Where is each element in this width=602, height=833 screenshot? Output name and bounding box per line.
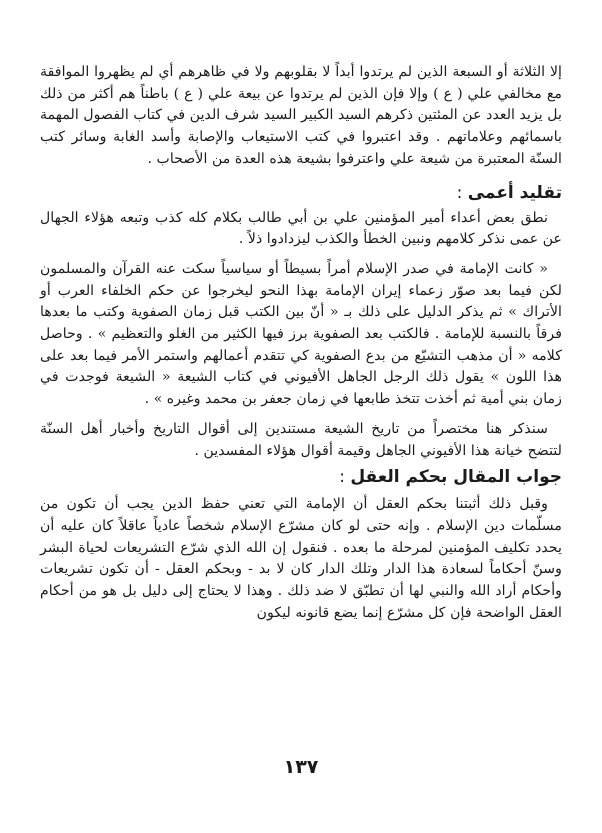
paragraph-quoted-argument: « كانت الإمامة في صدر الإسلام أمراً بسيطاً أو سياسياً سكت عنه القرآن والمسلمون لكن فيما بعد صوّر زعماء إيران الإمامة بهذا النحو ليخرجوا عن حكم الخلفاء العرب أو الأتراك » ثم يذكر الدليل على ذلك بـ « أنّ بين الكتب قبل زمان الصفوية وكتب ما بعدها فرقاً بالنسبة للإمامة . فالكتب بعد الصفوية برز فيها الكثير من الغلو والتعظيم » . وحاصل كلامه « أن مذهب التشيّع من بدع الصفوية كي تتقدم أعمالهم واستمر الأمر فيما بعد على هذا اللون » يقول ذلك الرجل الجاهل الأفيوني في كتاب الشيعة « الشيعة فوجدت في زمان بني أمية ثم أخذت تتخذ طابعها في زمان جعفر بن محمد وغيره » . [40,260,562,408]
heading-text: جواب المقال بحكم العقل [350,467,562,488]
page-number: ١٣٧ [283,756,319,778]
heading-text: تقليد أعمى [467,182,562,203]
heading-colon: : [339,467,351,488]
section-heading-blind-imitation [40,180,562,206]
paragraph-history-intro: سنذكر هنا مختصراً من تاريخ الشيعة مستندين إلى أقوال التاريخ وأخبار أهل السنّة لتتضح خيانة هذا الأفيوني الجاهل وقيمة أقوال هؤلاء المفسدين . [40,420,562,459]
section-heading-reason-answer [40,464,562,490]
paragraph-enemies-claim: نطق بعض أعداء أمير المؤمنين علي بن أبي طالب بكلام كله كذب وتبعه هؤلاء الجهال عن عمى نذكر كلامهم ونبين الخطأ والكذب ليزدادوا ذلاً . [40,209,562,248]
heading-colon: : [456,182,468,203]
page-body [40,62,562,624]
paragraph-reason-argument: وقبل ذلك أثبتنا بحكم العقل أن الإمامة التي تعني حفظ الدين يجب أن تكون من مسلّمات دين الإسلام . وإنه حتى لو كان مشرّع الإسلام شخصاً عادياً عاقلاً كان عليه أن يحدد تكليف المؤمنين لمرحلة ما بعده . فنقول إن الله الذي شرّع التشريعات لحياة البشر وسنّ أحكاماً لسعادة هذا الدار وتلك الدار كان لا بد - وبحكم العقل - أن تكون تشريعات وأحكام أراد الله والنبي لها أن تطبّق لا ضد ذلك . وهذا لا يحتاج إلى دليل بل هو من أحكام العقل الواضحة فإن كل مشرّع إنما يضع قانونه ليكون [40,496,562,621]
paragraph-companions: إلا الثلاثة أو السبعة الذين لم يرتدوا أبداً لا بقلوبهم ولا في ظاهرهم أي لم يظهروا الموافقة مع مخالفي علي ( ع ) وإلا فإن الذين لم يرتدوا عن بيعة علي ( ع ) باطناً هم أكثر من ذلك بل يزيد العدد عن المئتين ذكرهم السيد الكبير السيد شرف الدين في كتاب الفصول المهمة باسمائهم وعلاماتهم . وقد اعتبروا في كتب الاستيعاب والإصابة وأسد الغابة وسائر كتب السنّة المعتبرة من شيعة علي واعترفوا بشيعة هذه العدة من الأصحاب . [40,64,562,167]
